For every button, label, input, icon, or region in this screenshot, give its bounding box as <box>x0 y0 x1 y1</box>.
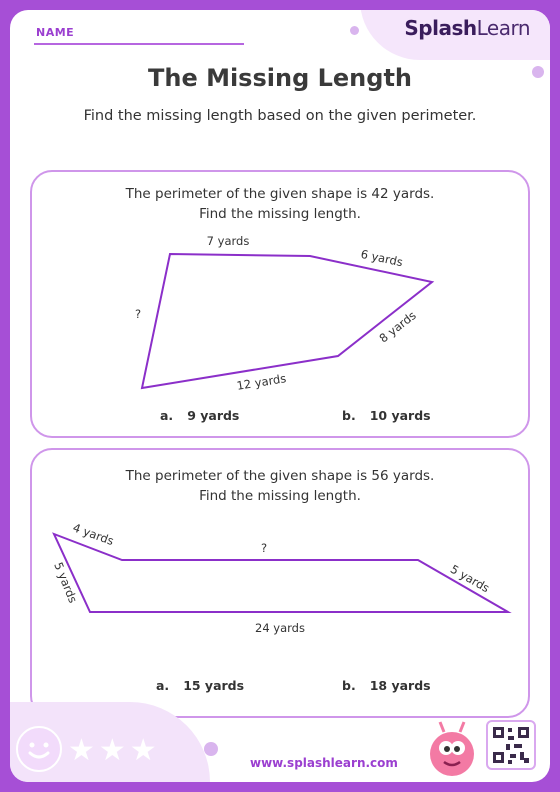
side-label-right: 5 yards <box>448 561 492 596</box>
question-2-line-1: The perimeter of the given shape is 56 yards. <box>125 468 435 484</box>
trapezoid-shape <box>54 534 508 612</box>
option-a-letter: a. <box>156 678 170 693</box>
question-2-line-2: Find the missing length. <box>199 488 361 504</box>
side-label-top-left: 4 yards <box>70 520 116 549</box>
question-card-1 <box>30 170 530 438</box>
decor-dot <box>204 742 218 756</box>
question-1-line-1: The perimeter of the given shape is 42 yards. <box>125 186 435 202</box>
name-line[interactable] <box>34 43 244 45</box>
splashlearn-logo <box>404 16 530 40</box>
decor-dot <box>350 26 359 35</box>
question-card-2 <box>30 448 530 718</box>
option-a[interactable] <box>160 408 239 423</box>
option-b-letter: b. <box>342 408 356 423</box>
side-label-bottom: 24 yards <box>255 621 305 635</box>
smiley-icon <box>16 726 62 772</box>
pentagon-shape <box>142 254 432 388</box>
question-1-line-2: Find the missing length. <box>199 206 361 222</box>
side-label-bottom: 12 yards <box>235 371 288 393</box>
stars-icon: ★★★ <box>68 733 161 768</box>
trapezoid-diagram <box>32 450 528 716</box>
logo-light: Learn <box>476 16 530 40</box>
page-subtitle: Find the missing length based on the given perimeter. <box>83 108 477 124</box>
option-b-text: 18 yards <box>369 678 431 693</box>
option-a-text: 15 yards <box>183 678 245 693</box>
option-b[interactable] <box>342 678 431 693</box>
option-a-letter: a. <box>160 408 174 423</box>
side-label-top: 7 yards <box>206 234 250 248</box>
monster-mascot-icon <box>424 718 480 778</box>
worksheet <box>10 10 550 782</box>
option-b-letter: b. <box>342 678 356 693</box>
side-label-left: 5 yards <box>51 560 81 605</box>
footer-url[interactable]: www.splashlearn.com <box>250 756 398 770</box>
side-label-missing: ? <box>134 307 142 321</box>
name-label: NAME <box>36 26 75 39</box>
option-b[interactable] <box>342 408 431 423</box>
qr-code-icon[interactable] <box>486 720 536 770</box>
option-a-text: 9 yards <box>187 408 240 423</box>
side-label-top-right: 6 yards <box>359 246 405 270</box>
option-a[interactable] <box>156 678 244 693</box>
logo-bold: Splash <box>404 16 477 40</box>
page-title: The Missing Length <box>147 64 412 92</box>
pentagon-diagram <box>32 172 528 436</box>
side-label-missing: ? <box>260 541 268 555</box>
option-b-text: 10 yards <box>369 408 431 423</box>
side-label-right: 8 yards <box>376 308 419 346</box>
